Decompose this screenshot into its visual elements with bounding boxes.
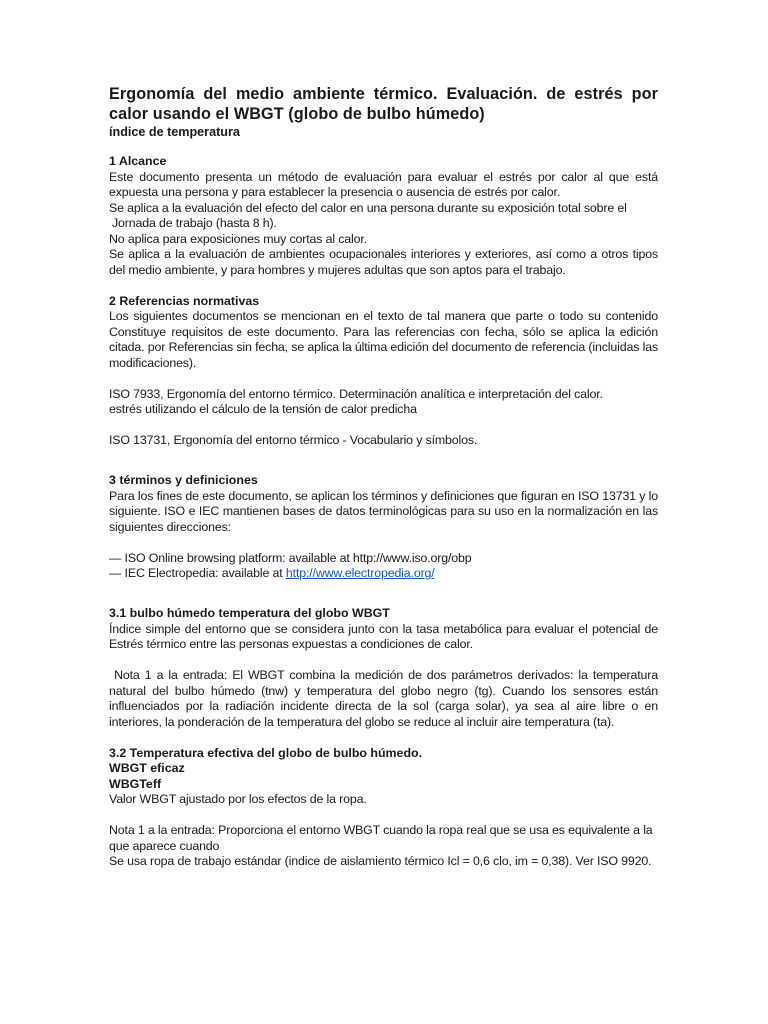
definition-line: Valor WBGT ajustado por los efectos de la ropa.	[109, 792, 367, 806]
reference-line: estrés utilizando el cálculo de la tensión de calor predicha	[109, 402, 417, 416]
section-heading: 1 Alcance	[109, 154, 167, 168]
iso-platform-line: — ISO Online browsing platform: available at http://www.iso.org/obp	[109, 550, 472, 565]
document-title: Ergonomía del medio ambiente térmico. Evaluación. de estrés por calor usando el WBGT (globo de bulbo húmedo)	[109, 85, 658, 123]
text-line: Se aplica a la evaluación del efecto del calor en una persona durante su exposición total sobre el	[109, 200, 627, 215]
document-subtitle: índice de temperatura	[109, 125, 240, 139]
section-heading: 3.2 Temperatura efectiva del globo de bulbo húmedo.	[109, 745, 423, 760]
term-line: WBGTeff	[109, 776, 162, 791]
section-alcance	[109, 154, 658, 278]
paragraph: Este documento presenta un método de evaluación para evaluar el estrés por calor al que está expuesta una persona y para establecer la presencia o ausencia de estrés por calor.	[109, 169, 658, 199]
section-referencias	[109, 294, 658, 449]
electropedia-link[interactable]: http://www.electropedia.org/	[285, 566, 435, 580]
section-heading: 3 términos y definiciones	[109, 473, 258, 487]
paragraph: Para los fines de este documento, se aplican los términos y definiciones que figuran en ISO 13731 y lo siguiente. ISO e IEC mantienen bases de datos terminológicas para su uso en la normalización en las siguientes direcciones:	[109, 488, 658, 534]
reference-line: ISO 7933, Ergonomía del entorno térmico. Determinación analítica e interpretación del calor.	[109, 386, 603, 401]
section-wbgt-efectiva	[109, 746, 658, 870]
section-terminos	[109, 473, 658, 582]
note-paragraph: Nota 1 a la entrada: El WBGT combina la medición de dos parámetros derivados: la temperatura natural del bulbo húmedo (tnw) y temperatura del globo negro (tg). Cuando los sensores están influenciados por la radiación incidente directa de la sol (carga solar), ya sea al aire libre o en interiores, la ponderación de la temperatura del globo se reduce al incluir aire temperatura (ta).	[109, 668, 662, 729]
section-heading: 2 Referencias normativas	[109, 293, 260, 308]
note-paragraph: Nota 1 a la entrada: Proporciona el entorno WBGT cuando la ropa real que se usa es equivalente a la que aparece cuando	[109, 823, 653, 853]
paragraph: Los siguientes documentos se mencionan en el texto de tal manera que parte o todo su contenido Constituye requisitos de este documento. Para las referencias con fecha, sólo se aplica la edición citada. por Referencias sin fecha, se aplica la última edición del documento de referencia (incluidas las modificaciones).	[109, 309, 658, 370]
text-line: No aplica para exposiciones muy cortas al calor.	[109, 231, 367, 246]
note-line: Se usa ropa de trabajo estándar (indice de aislamiento térmico Icl = 0,6 clo, im = 0,38). Ver ISO 9920.	[109, 854, 652, 868]
iec-line-prefix: — IEC Electropedia: available at	[109, 566, 286, 580]
paragraph: Índice simple del entorno que se considera junto con la tasa metabólica para evaluar el potencial de Estrés térmico entre las personas expuestas a condiciones de calor.	[109, 621, 658, 651]
section-heading: 3.1 bulbo húmedo temperatura del globo WBGT	[109, 606, 390, 620]
iec-line	[109, 566, 658, 582]
paragraph: Se aplica a la evaluación de ambientes ocupacionales interiores y exteriores, así como a otros tipos del medio ambiente, y para hombres y mujeres adultas que son aptos para el trabajo.	[109, 247, 658, 277]
text-line: Jornada de trabajo (hasta 8 h).	[112, 216, 277, 230]
term-line: WBGT eficaz	[109, 761, 185, 775]
reference-line: ISO 13731, Ergonomía del entorno térmico - Vocabulario y símbolos.	[109, 433, 478, 447]
section-wbgt	[109, 606, 662, 730]
